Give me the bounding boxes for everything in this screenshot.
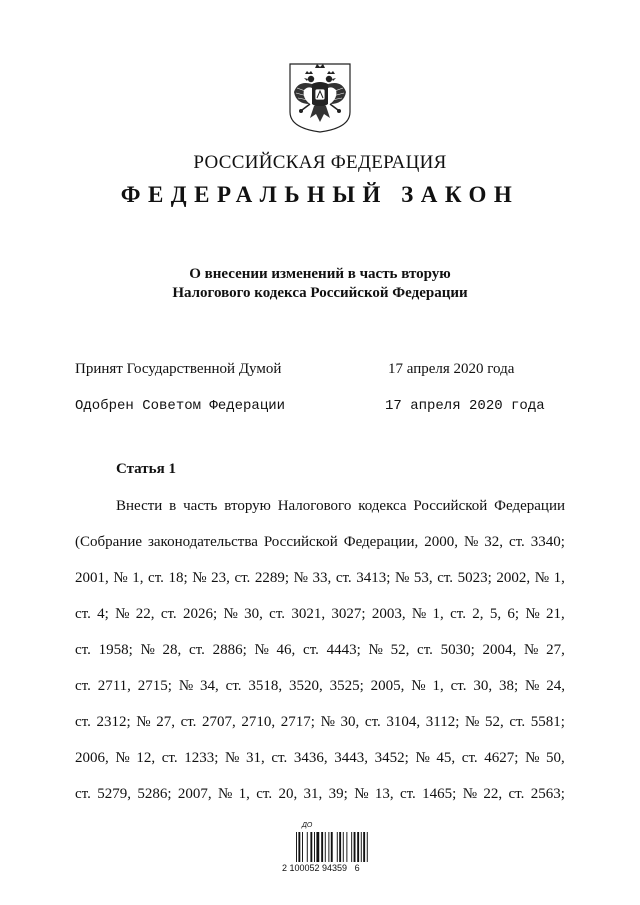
barcode-bar — [325, 832, 326, 862]
word: 2711, — [97, 678, 131, 694]
article-body-line — [75, 641, 565, 659]
word: № — [115, 606, 130, 622]
word: 2289; — [254, 570, 290, 586]
word: (Собрание — [75, 534, 143, 550]
barcode-number: 2 100052 94359 6 — [282, 863, 360, 873]
word: 13, — [374, 786, 394, 802]
word: 34, — [200, 678, 219, 694]
article-body-line — [75, 677, 565, 695]
word: 6; — [507, 606, 520, 622]
word: 1, — [238, 786, 250, 802]
word: 53, — [413, 570, 433, 586]
word: 30, — [340, 714, 360, 730]
document-type: ФЕДЕРАЛЬНЫЙ ЗАКОН — [120, 182, 520, 207]
word: 52, — [484, 714, 504, 730]
word: ст. — [303, 642, 319, 658]
word: № — [368, 642, 383, 658]
word: 2717; — [280, 714, 315, 730]
word: 5023; — [457, 570, 492, 586]
word: 2026; — [182, 606, 218, 622]
word: № — [178, 678, 194, 694]
word: 2, — [472, 606, 484, 622]
article-heading: Статья 1 — [116, 461, 176, 477]
word: 2005, — [370, 678, 405, 694]
word: кодекса — [358, 498, 407, 514]
word: 21, — [546, 606, 565, 622]
word: № — [415, 750, 430, 766]
barcode-bar — [357, 832, 359, 862]
word: 2312; — [96, 714, 131, 730]
article-body-line — [75, 785, 565, 803]
word: ст. — [234, 570, 251, 586]
word: ст. — [256, 786, 273, 802]
word: 3340; — [530, 534, 565, 550]
word: 1, — [432, 678, 444, 694]
word: 46, — [276, 642, 296, 658]
word: Федерации, — [343, 534, 419, 550]
article-body-line — [75, 605, 565, 623]
word: № — [225, 750, 240, 766]
word: № — [395, 570, 410, 586]
barcode — [282, 822, 390, 878]
barcode-bar — [296, 832, 297, 862]
barcode-bar — [363, 832, 365, 862]
law-title-line-1: О внесении изменений в часть вторую — [189, 266, 451, 282]
barcode-bar — [351, 832, 352, 862]
word: Российской — [263, 534, 338, 550]
word: ст. — [450, 606, 466, 622]
barcode-bar — [339, 832, 341, 862]
barcode-mark: ДО — [302, 822, 313, 829]
word: 1, — [132, 570, 144, 586]
word: 18; — [168, 570, 188, 586]
word: 3525; — [329, 678, 364, 694]
word: № — [293, 570, 308, 586]
word: 2563; — [530, 786, 565, 802]
word: ст. — [161, 750, 178, 766]
word: 1465; — [422, 786, 457, 802]
barcode-bar — [346, 832, 347, 862]
word: 3104, — [386, 714, 421, 730]
word: № — [115, 750, 130, 766]
word: 32, — [484, 534, 503, 550]
barcode-bar — [314, 832, 315, 862]
word: ст. — [335, 570, 352, 586]
word: ст. — [417, 642, 433, 658]
word: № — [525, 678, 540, 694]
word: № — [320, 714, 335, 730]
word: № — [140, 642, 155, 658]
word: ст. — [450, 678, 467, 694]
word: ст. — [508, 534, 525, 550]
word: ст. — [75, 714, 91, 730]
word: 5286; — [137, 786, 172, 802]
word: Налогового — [277, 498, 352, 514]
word: 31, — [245, 750, 265, 766]
barcode-bar — [367, 832, 368, 862]
word: № — [462, 786, 478, 802]
article-body-line — [75, 713, 565, 731]
word: 1, — [553, 570, 565, 586]
word: № — [217, 786, 233, 802]
word: 2004, — [482, 642, 517, 658]
word: № — [463, 534, 479, 550]
article-body-line — [75, 569, 565, 587]
barcode-bar — [321, 832, 323, 862]
word: Федерации — [494, 498, 565, 514]
word: 20, — [278, 786, 298, 802]
country-name: РОССИЙСКАЯ ФЕДЕРАЦИЯ — [193, 152, 447, 173]
word: ст. — [509, 714, 526, 730]
word: № — [411, 606, 427, 622]
word: ст. — [271, 750, 288, 766]
word: Внести — [116, 498, 163, 514]
barcode-bar — [328, 832, 329, 862]
council-approval-label: Одобрен Советом Федерации — [75, 398, 286, 414]
word: вторую — [224, 498, 271, 514]
word: ст. — [399, 786, 416, 802]
word: 4443; — [326, 642, 361, 658]
word: № — [534, 570, 550, 586]
word: № — [525, 750, 540, 766]
word: ст. — [75, 606, 91, 622]
word: 5030; — [440, 642, 475, 658]
word: ст. — [160, 606, 177, 622]
word: 30, — [473, 678, 493, 694]
duma-adoption-date: 17 апреля 2020 года — [388, 361, 515, 377]
word: № — [354, 786, 369, 802]
article-body-line — [116, 497, 565, 515]
word: 23, — [211, 570, 230, 586]
word: 2000, — [424, 534, 459, 550]
word: 2006, — [75, 750, 109, 766]
word: 30, — [244, 606, 263, 622]
word: ст. — [437, 570, 454, 586]
word: ст. — [461, 750, 478, 766]
word: 3027; — [331, 606, 366, 622]
barcode-bar — [302, 832, 303, 862]
word: Российской — [413, 498, 488, 514]
word: № — [524, 642, 539, 658]
word: 22, — [135, 606, 155, 622]
barcode-bar — [298, 832, 300, 862]
council-approval-date: 17 апреля 2020 года — [385, 398, 545, 414]
word: 1233; — [184, 750, 219, 766]
word: 5279, — [97, 786, 131, 802]
word: 38; — [498, 678, 519, 694]
word: № — [223, 606, 238, 622]
duma-adoption-label: Принят Государственной Думой — [75, 361, 282, 377]
word: ст. — [508, 786, 525, 802]
word: 1958; — [98, 642, 133, 658]
word: № — [411, 678, 426, 694]
word: 2001, — [75, 570, 109, 586]
word: № — [254, 642, 269, 658]
word: № — [192, 570, 207, 586]
law-title-line-2: Налогового кодекса Российской Федерации — [172, 285, 468, 301]
word: 3443, — [334, 750, 368, 766]
word: 27, — [546, 642, 565, 658]
word: 27, — [156, 714, 175, 730]
word: 2003, — [371, 606, 406, 622]
word: 39; — [328, 786, 348, 802]
word: 3436, — [293, 750, 328, 766]
word: 50, — [546, 750, 565, 766]
word: законодательства — [147, 534, 258, 550]
word: 5581; — [530, 714, 565, 730]
word: ст. — [225, 678, 242, 694]
word: ст. — [75, 642, 91, 658]
barcode-bar — [361, 832, 362, 862]
word: в — [169, 498, 177, 514]
word: 3518, — [248, 678, 283, 694]
word: часть — [183, 498, 218, 514]
word: № — [136, 714, 151, 730]
word: 2710, — [241, 714, 276, 730]
word: 2002, — [496, 570, 531, 586]
article-body-line — [75, 749, 565, 767]
barcode-bar — [337, 832, 338, 862]
barcode-bar — [331, 832, 333, 862]
word: 2007, — [177, 786, 212, 802]
barcode-bar — [310, 832, 312, 862]
word: 12, — [136, 750, 156, 766]
word: 3021, — [291, 606, 326, 622]
barcode-bar — [316, 832, 319, 862]
word: 2715; — [137, 678, 172, 694]
word: 5, — [489, 606, 502, 622]
word: ст. — [269, 606, 285, 622]
word: 22, — [483, 786, 503, 802]
word: 24, — [546, 678, 565, 694]
word: 45, — [436, 750, 456, 766]
word: ст. — [189, 642, 205, 658]
barcode-bar — [343, 832, 344, 862]
word: № — [113, 570, 128, 586]
word: 2886; — [212, 642, 247, 658]
word: ст. — [148, 570, 164, 586]
word: ст. — [364, 714, 381, 730]
coat-of-arms-emblem-icon — [288, 62, 352, 134]
word: 1, — [432, 606, 444, 622]
word: № — [465, 714, 480, 730]
barcode-bars — [296, 832, 376, 862]
word: 28, — [162, 642, 182, 658]
article-body-line — [75, 533, 565, 551]
word: 3452; — [374, 750, 409, 766]
word: ст. — [75, 678, 91, 694]
barcode-bar — [354, 832, 356, 862]
word: 31, — [303, 786, 323, 802]
word: № — [525, 606, 540, 622]
barcode-bar — [307, 832, 308, 862]
word: 3520, — [289, 678, 323, 694]
word: 52, — [390, 642, 410, 658]
word: 2707, — [202, 714, 236, 730]
word: ст. — [75, 786, 91, 802]
word: 4627; — [484, 750, 519, 766]
word: 33, — [312, 570, 332, 586]
word: 3413; — [356, 570, 391, 586]
word: ст. — [180, 714, 197, 730]
word: 4; — [97, 606, 109, 622]
word: 3112; — [425, 714, 460, 730]
